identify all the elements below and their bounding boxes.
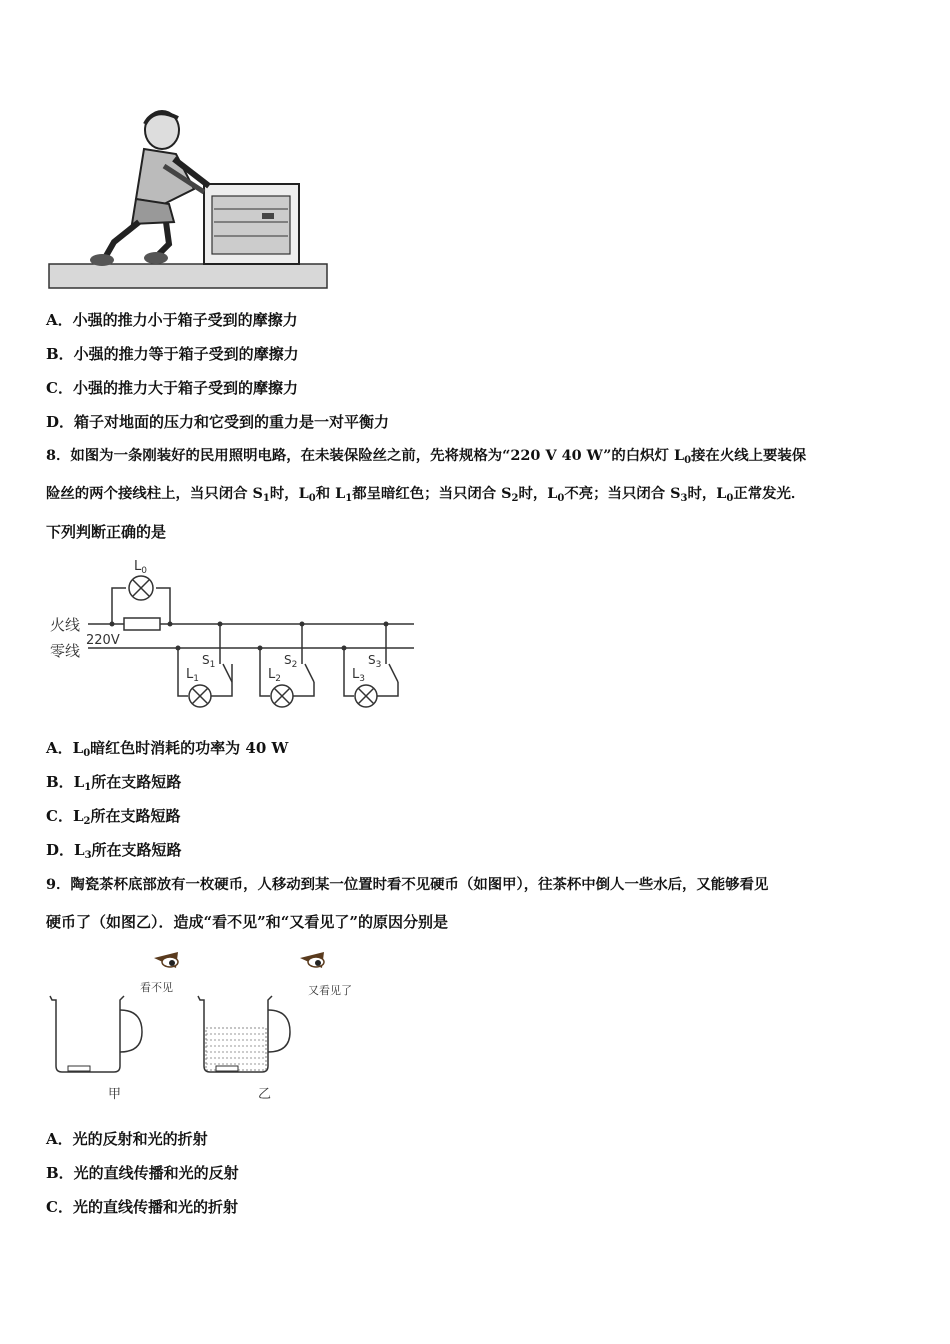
q9-stem-line2: 硬币了（如图乙）．造成“看不见”和“又看见了”的原因分别是 [46,913,449,931]
circuit-diagram [46,552,418,720]
q7-option-b: B．小强的推力等于箱子受到的摩擦力 [46,345,299,363]
q8-stem-line2: 险丝的两个接线柱上，当只闭合 $S_1$时，$L_0$和 $L_1$都呈暗红色；当只闭合 $S_2$时，$L_0$不亮；当只闭合 $S_3$时，$L_0$正常发光． [46,485,806,504]
eye-icon [300,952,324,968]
neutral-wire-label: 零线 [50,642,81,660]
live-wire-label: 火线 [50,616,81,634]
boy-pushing-box-figure [44,104,334,294]
lamp-l2-label: $L_2$ [268,667,281,684]
q8-stem-line1: 8．如图为一条刚装好的民用照明电路，在未装保险丝之前，先将规格为“220 V 40 W”的白炽灯 $L_0$接在火线上要装保 [46,447,807,466]
q7-option-a: A．小强的推力小于箱子受到的摩擦力 [46,311,298,329]
figure-yi-label: 乙 [258,1087,272,1102]
figure-jia-label: 甲 [108,1087,122,1102]
voltage-label: 220V [86,633,120,648]
q8-stem-line3: 下列判断正确的是 [46,523,167,541]
q9-option-c: C．光的直线传播和光的折射 [46,1198,238,1216]
q7-option-c: C．小强的推力大于箱子受到的摩擦力 [46,379,298,397]
q8-option-d: D．$L_3$所在支路短路 [46,841,182,861]
q8-option-a: A．$L_0$暗红色时消耗的功率为 40 W [46,739,289,759]
lamp-l3-label: $L_3$ [352,667,365,684]
lamp-l0-label: $L_0$ [134,559,147,576]
lamp-l1-label: $L_1$ [186,667,199,684]
q8-option-c: C．$L_2$所在支路短路 [46,807,181,827]
q7-option-d: D．箱子对地面的压力和它受到的重力是一对平衡力 [46,413,390,431]
switch-s1-label: $S_1$ [202,653,216,670]
q9-stem-line1: 9．陶瓷茶杯底部放有一枚硬币，人移动到某一位置时看不见硬币（如图甲），往茶杯中倒人一些水后，又能够看见 [46,876,769,893]
eye-icon [154,952,178,968]
see-again-label: 又看见了 [308,984,352,997]
q9-option-b: B．光的直线传播和光的反射 [46,1164,239,1182]
q8-option-b: B．$L_1$所在支路短路 [46,773,182,793]
q9-option-a: A．光的反射和光的折射 [46,1130,208,1148]
switch-s3-label: $S_3$ [368,653,382,670]
switch-s2-label: $S_2$ [284,653,298,670]
cups-figure [46,948,366,1108]
cant-see-label: 看不见 [140,981,173,994]
